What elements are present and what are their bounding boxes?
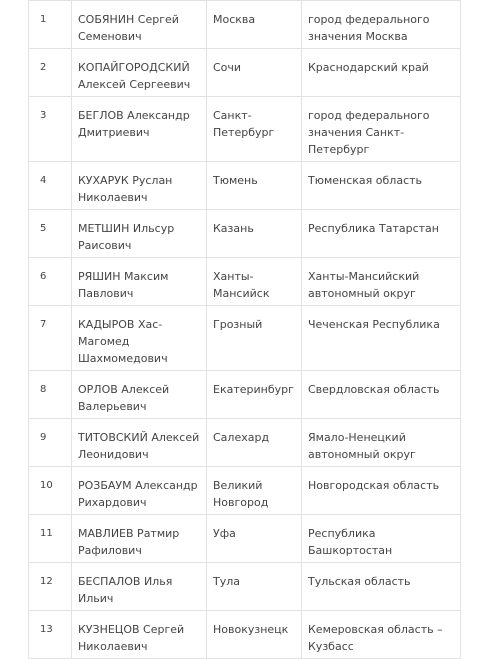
- row-number: 7: [29, 306, 72, 371]
- table-row: [29, 1, 461, 49]
- person-name: МЕТШИН Ильсур Раисович: [72, 210, 207, 258]
- region: Ямало-Ненецкий автономный округ: [302, 419, 461, 467]
- region: Республика Татарстан: [302, 210, 461, 258]
- city: Москва: [207, 1, 302, 49]
- row-number: 12: [29, 563, 72, 611]
- table-row: [29, 515, 461, 563]
- person-name: КОПАЙГОРОДСКИЙ Алексей Сергеевич: [72, 49, 207, 97]
- city: Ханты-Мансийск: [207, 258, 302, 306]
- person-name: КАДЫРОВ Хас-Магомед Шахмомедович: [72, 306, 207, 371]
- table-row: [29, 258, 461, 306]
- region: Новгородская область: [302, 467, 461, 515]
- table-row: [29, 563, 461, 611]
- row-number: 5: [29, 210, 72, 258]
- region: Республика Башкортостан: [302, 515, 461, 563]
- person-name: МАВЛИЕВ Ратмир Рафилович: [72, 515, 207, 563]
- person-name: ТИТОВСКИЙ Алексей Леонидович: [72, 419, 207, 467]
- row-number: 11: [29, 515, 72, 563]
- row-number: 10: [29, 467, 72, 515]
- city: Салехард: [207, 419, 302, 467]
- row-number: 2: [29, 49, 72, 97]
- table-row: [29, 210, 461, 258]
- region: Тюменская область: [302, 162, 461, 210]
- table-row: [29, 371, 461, 419]
- city: Тюмень: [207, 162, 302, 210]
- city: Екатеринбург: [207, 371, 302, 419]
- row-number: 6: [29, 258, 72, 306]
- person-name: КУЗНЕЦОВ Сергей Николаевич: [72, 611, 207, 659]
- region: Ханты-Мансийский автономный округ: [302, 258, 461, 306]
- row-number: 8: [29, 371, 72, 419]
- row-number: 9: [29, 419, 72, 467]
- city: Санкт-Петербург: [207, 97, 302, 162]
- table-row: [29, 306, 461, 371]
- row-number: 13: [29, 611, 72, 659]
- person-name: ОРЛОВ Алексей Валерьевич: [72, 371, 207, 419]
- region: Кемеровская область – Кузбасс: [302, 611, 461, 659]
- person-name: КУХАРУК Руслан Николаевич: [72, 162, 207, 210]
- person-name: СОБЯНИН Сергей Семенович: [72, 1, 207, 49]
- region: Краснодарский край: [302, 49, 461, 97]
- person-name: БЕСПАЛОВ Илья Ильич: [72, 563, 207, 611]
- region: Свердловская область: [302, 371, 461, 419]
- city: Уфа: [207, 515, 302, 563]
- table-row: [29, 97, 461, 162]
- person-name: РОЗБАУМ Александр Рихардович: [72, 467, 207, 515]
- city: Сочи: [207, 49, 302, 97]
- table-row: [29, 467, 461, 515]
- person-name: БЕГЛОВ Александр Дмитриевич: [72, 97, 207, 162]
- city: Грозный: [207, 306, 302, 371]
- row-number: 4: [29, 162, 72, 210]
- mayors-table: [28, 0, 461, 659]
- row-number: 3: [29, 97, 72, 162]
- table-row: [29, 49, 461, 97]
- region: город федерального значения Санкт-Петербург: [302, 97, 461, 162]
- table-row: [29, 419, 461, 467]
- row-number: 1: [29, 1, 72, 49]
- table-row: [29, 162, 461, 210]
- city: Казань: [207, 210, 302, 258]
- person-name: РЯШИН Максим Павлович: [72, 258, 207, 306]
- table-row: [29, 611, 461, 659]
- city: Тула: [207, 563, 302, 611]
- region: Чеченская Республика: [302, 306, 461, 371]
- city: Новокузнецк: [207, 611, 302, 659]
- table-body: [29, 1, 461, 659]
- region: город федерального значения Москва: [302, 1, 461, 49]
- region: Тульская область: [302, 563, 461, 611]
- city: Великий Новгород: [207, 467, 302, 515]
